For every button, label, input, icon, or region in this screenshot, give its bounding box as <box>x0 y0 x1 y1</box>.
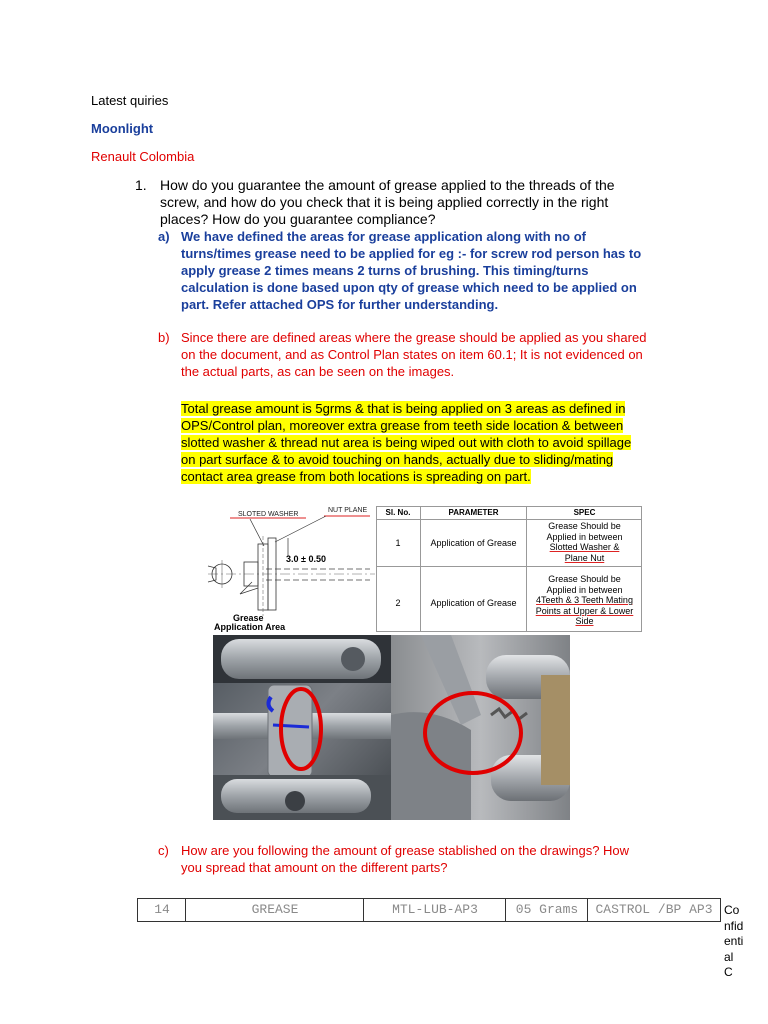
answer-a <box>181 228 681 313</box>
point-b-marker: b) <box>158 330 170 345</box>
spec-line: Applied in between <box>546 584 623 595</box>
grease-application-drawing <box>200 506 376 632</box>
latest-queries-heading: Latest quiries <box>91 93 169 108</box>
point-line: Since there are defined areas where the grease should be applied as you shared <box>181 330 647 345</box>
answer-line: calculation is done based upon qty of grease which need to be applied on <box>181 280 637 295</box>
reply-line: slotted washer & thread nut area is being wiped out with cloth to avoid spillage <box>181 435 632 450</box>
row-1-parameter: Application of Grease <box>430 538 517 548</box>
confidential-label: Confidential C <box>724 903 744 979</box>
question-1 <box>160 177 680 228</box>
row-1-spec <box>527 521 642 563</box>
answer-line: We have defined the areas for grease application along with no of <box>181 229 587 244</box>
part-photo-left-image <box>213 635 391 820</box>
drawing-svg <box>200 506 376 632</box>
question-line: screw, and how do you check that it is being applied correctly in the right <box>160 194 609 210</box>
row-2-no: 2 <box>395 598 401 608</box>
reply-line: OPS/Control plan, moreover extra grease from teeth side location & between <box>181 418 624 433</box>
point-line: the actual parts, as can be seen on the images. <box>181 364 455 379</box>
part-photo-left <box>213 635 391 820</box>
spec-line-underlined: Plane Nut <box>564 552 605 563</box>
spec-row-divider <box>376 566 642 567</box>
spec-line-underlined: Side <box>575 616 594 626</box>
row-2-parameter: Application of Grease <box>430 598 517 608</box>
customer-name: Moonlight <box>91 121 154 136</box>
bom-item-supplier: CASTROL /BP AP3 <box>587 899 721 921</box>
point-line: you spread that amount on the different parts? <box>181 860 448 875</box>
question-number: 1. <box>135 177 147 193</box>
spec-line-underlined: Points at Upper & Lower <box>535 605 634 616</box>
row-1-no: 1 <box>395 538 401 548</box>
spec-line: Grease Should be <box>548 574 621 584</box>
bom-item-code: MTL-LUB-AP3 <box>363 899 506 921</box>
point-c-marker: c) <box>158 843 169 858</box>
spec-line: Applied in between <box>546 531 623 542</box>
reply-line: Total grease amount is 5grms & that is being applied on 3 areas as defined in <box>181 401 626 416</box>
spec-col-divider <box>420 506 421 632</box>
bom-item-no: 14 <box>137 899 186 921</box>
answer-line: part. Refer attached OPS for further understanding. <box>181 297 499 312</box>
bom-item-qty: 05 Grams <box>505 899 588 921</box>
bom-item-name: GREASE <box>185 899 364 921</box>
question-line: places? How do you guarantee compliance? <box>160 211 436 227</box>
plant-name: Renault Colombia <box>91 149 195 164</box>
answer-a-marker: a) <box>158 229 170 244</box>
sloted-washer-label: SLOTED WASHER <box>238 511 299 518</box>
nut-plane-label: NUT PLANE <box>328 507 368 514</box>
reply-line: contact area grease from both locations is spreading on part. <box>181 469 531 484</box>
spec-line-underlined: Slotted Washer & <box>549 542 620 552</box>
point-b <box>181 329 691 380</box>
part-photo-right <box>391 635 570 820</box>
grease-area-label-2: Application Area <box>214 622 286 632</box>
spec-line: Grease Should be <box>548 521 621 531</box>
question-line: How do you guarantee the amount of grease applied to the threads of the <box>160 177 615 193</box>
grease-area-label-1: Grease <box>233 613 264 623</box>
point-line: on the document, and as Control Plan states on item 60.1; It is not evidenced on <box>181 347 643 362</box>
bom-row <box>137 898 721 922</box>
spec-table <box>376 506 642 632</box>
header-parameter: PARAMETER <box>448 508 499 517</box>
point-c <box>181 842 691 876</box>
part-photo-right-image <box>391 635 570 820</box>
answer-line: apply grease 2 times means 2 turns of brushing. This timing/turns <box>181 263 589 278</box>
point-line: How are you following the amount of grease stablished on the drawings? How <box>181 843 630 858</box>
spec-line-underlined: 4Teeth & 3 Teeth Mating <box>536 595 633 605</box>
row-2-spec <box>527 574 642 627</box>
highlighted-reply <box>181 400 691 485</box>
header-spec: SPEC <box>573 508 596 517</box>
answer-line: turns/times grease need to be applied for eg :- for screw rod person has to <box>181 246 642 261</box>
header-sl-no: Sl. No. <box>385 508 411 517</box>
reply-line: on part surface & to avoid touching on hands, actually due to sliding/mating <box>181 452 614 467</box>
dimension-label: 3.0 ± 0.50 <box>286 554 326 564</box>
